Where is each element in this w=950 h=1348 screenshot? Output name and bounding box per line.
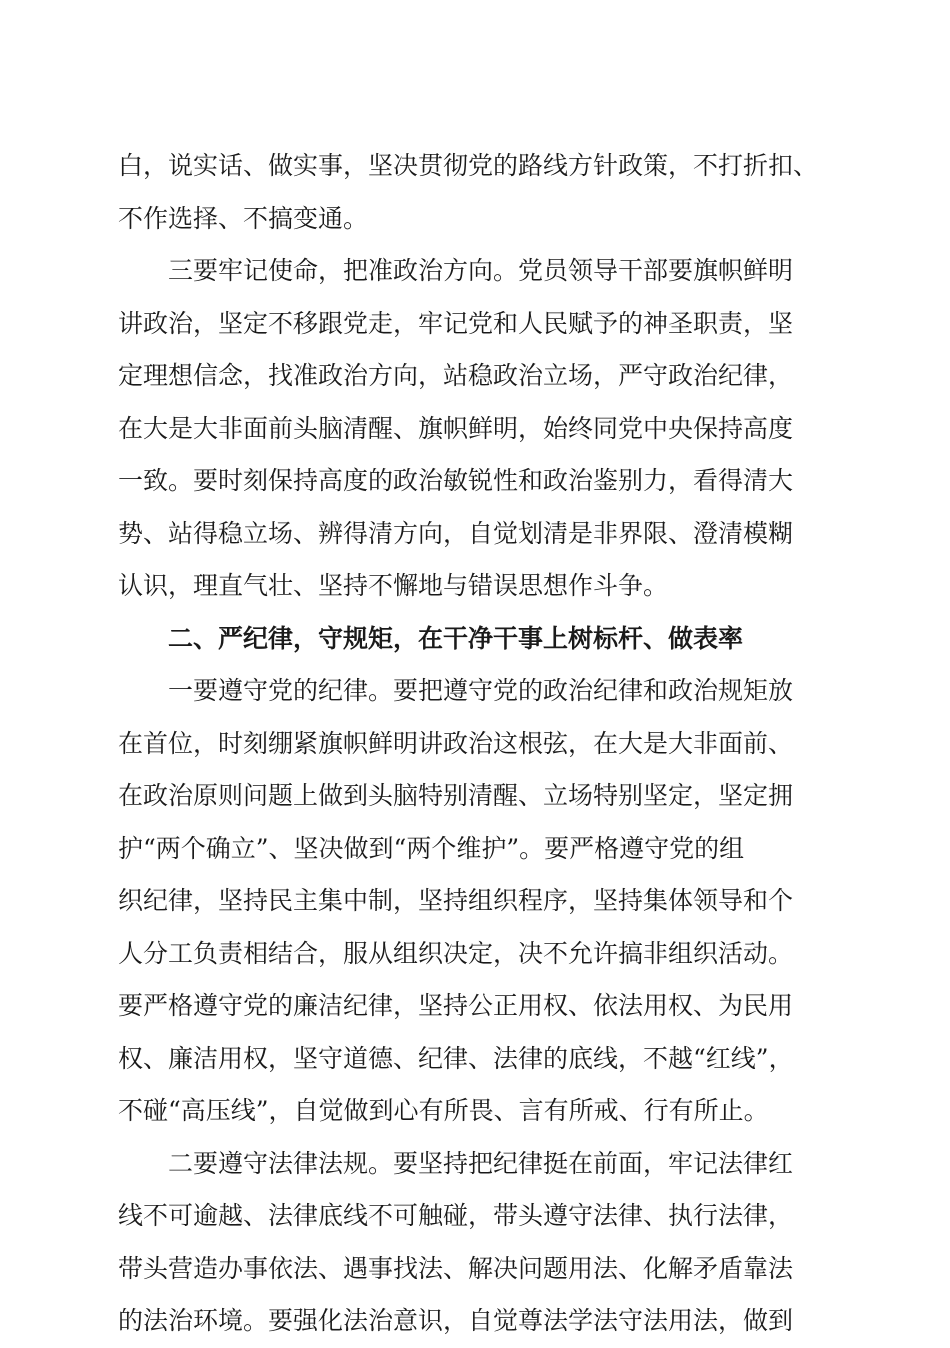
- text-line: 定理想信念，找准政治方向，站稳政治立场，严守政治纪律，: [118, 361, 794, 390]
- text-line: 在政治原则问题上做到头脑特别清醒、立场特别坚定，坚定拥: [118, 781, 794, 810]
- text-line: 在大是大非面前头脑清醒、旗帜鲜明，始终同党中央保持高度: [118, 413, 794, 443]
- text-line: 讲政治，坚定不移跟党走，牢记党和人民赋予的神圣职责，坚: [118, 308, 794, 338]
- paragraph-discipline: [118, 665, 838, 1138]
- text-line: 三要牢记使命，把准政治方向。党员领导干部要旗帜鲜明: [168, 256, 794, 285]
- text-line: 白，说实话、做实事，坚决贯彻党的路线方针政策，不打折扣、: [118, 151, 819, 180]
- text-line: 势、站得稳立场、辨得清方向，自觉划清是非界限、澄清模糊: [118, 518, 794, 548]
- text-line: 人分工负责相结合，服从组织决定，决不允许搞非组织活动。: [118, 938, 794, 968]
- text-line: 认识，理直气壮、坚持不懈地与错误思想作斗争。: [118, 571, 669, 600]
- paragraph-continued: [118, 140, 838, 245]
- text-line: 二要遵守法律法规。要坚持把纪律挺在前面，牢记法律红: [168, 1148, 794, 1178]
- document-body: [118, 140, 838, 1348]
- text-line: 一要遵守党的纪律。要把遵守党的政治纪律和政治规矩放: [168, 676, 794, 705]
- text-line: 织纪律，坚持民主集中制，坚持组织程序，坚持集体领导和个: [118, 886, 794, 915]
- text-line: 权、廉洁用权，坚守道德、纪律、法律的底线，不越“红线”，: [118, 1043, 794, 1073]
- text-line: 要严格遵守党的廉洁纪律，坚持公正用权、依法用权、为民用: [118, 991, 794, 1020]
- text-line: 不碰“高压线”，自觉做到心有所畏、言有所戒、行有所止。: [118, 1096, 769, 1125]
- section-heading: 二、严纪律，守规矩，在干净干事上树标杆、做表率: [168, 623, 744, 653]
- text-line: 带头营造办事依法、遇事找法、解决问题用法、化解矛盾靠法: [118, 1253, 794, 1283]
- text-line: 的法治环境。要强化法治意识，自觉尊法学法守法用法，做到: [118, 1306, 794, 1335]
- text-line: 护“两个确立”、坚决做到“两个维护”。要严格遵守党的组: [118, 833, 745, 863]
- text-line: 在首位，时刻绷紧旗帜鲜明讲政治这根弦，在大是大非面前、: [118, 728, 794, 758]
- text-line: 线不可逾越、法律底线不可触碰，带头遵守法律、执行法律，: [118, 1201, 794, 1230]
- paragraph-three: [118, 245, 838, 613]
- text-line: 不作选择、不搞变通。: [118, 203, 369, 233]
- text-line: 一致。要时刻保持高度的政治敏锐性和政治鉴别力，看得清大: [118, 466, 794, 495]
- paragraph-law: [118, 1138, 838, 1348]
